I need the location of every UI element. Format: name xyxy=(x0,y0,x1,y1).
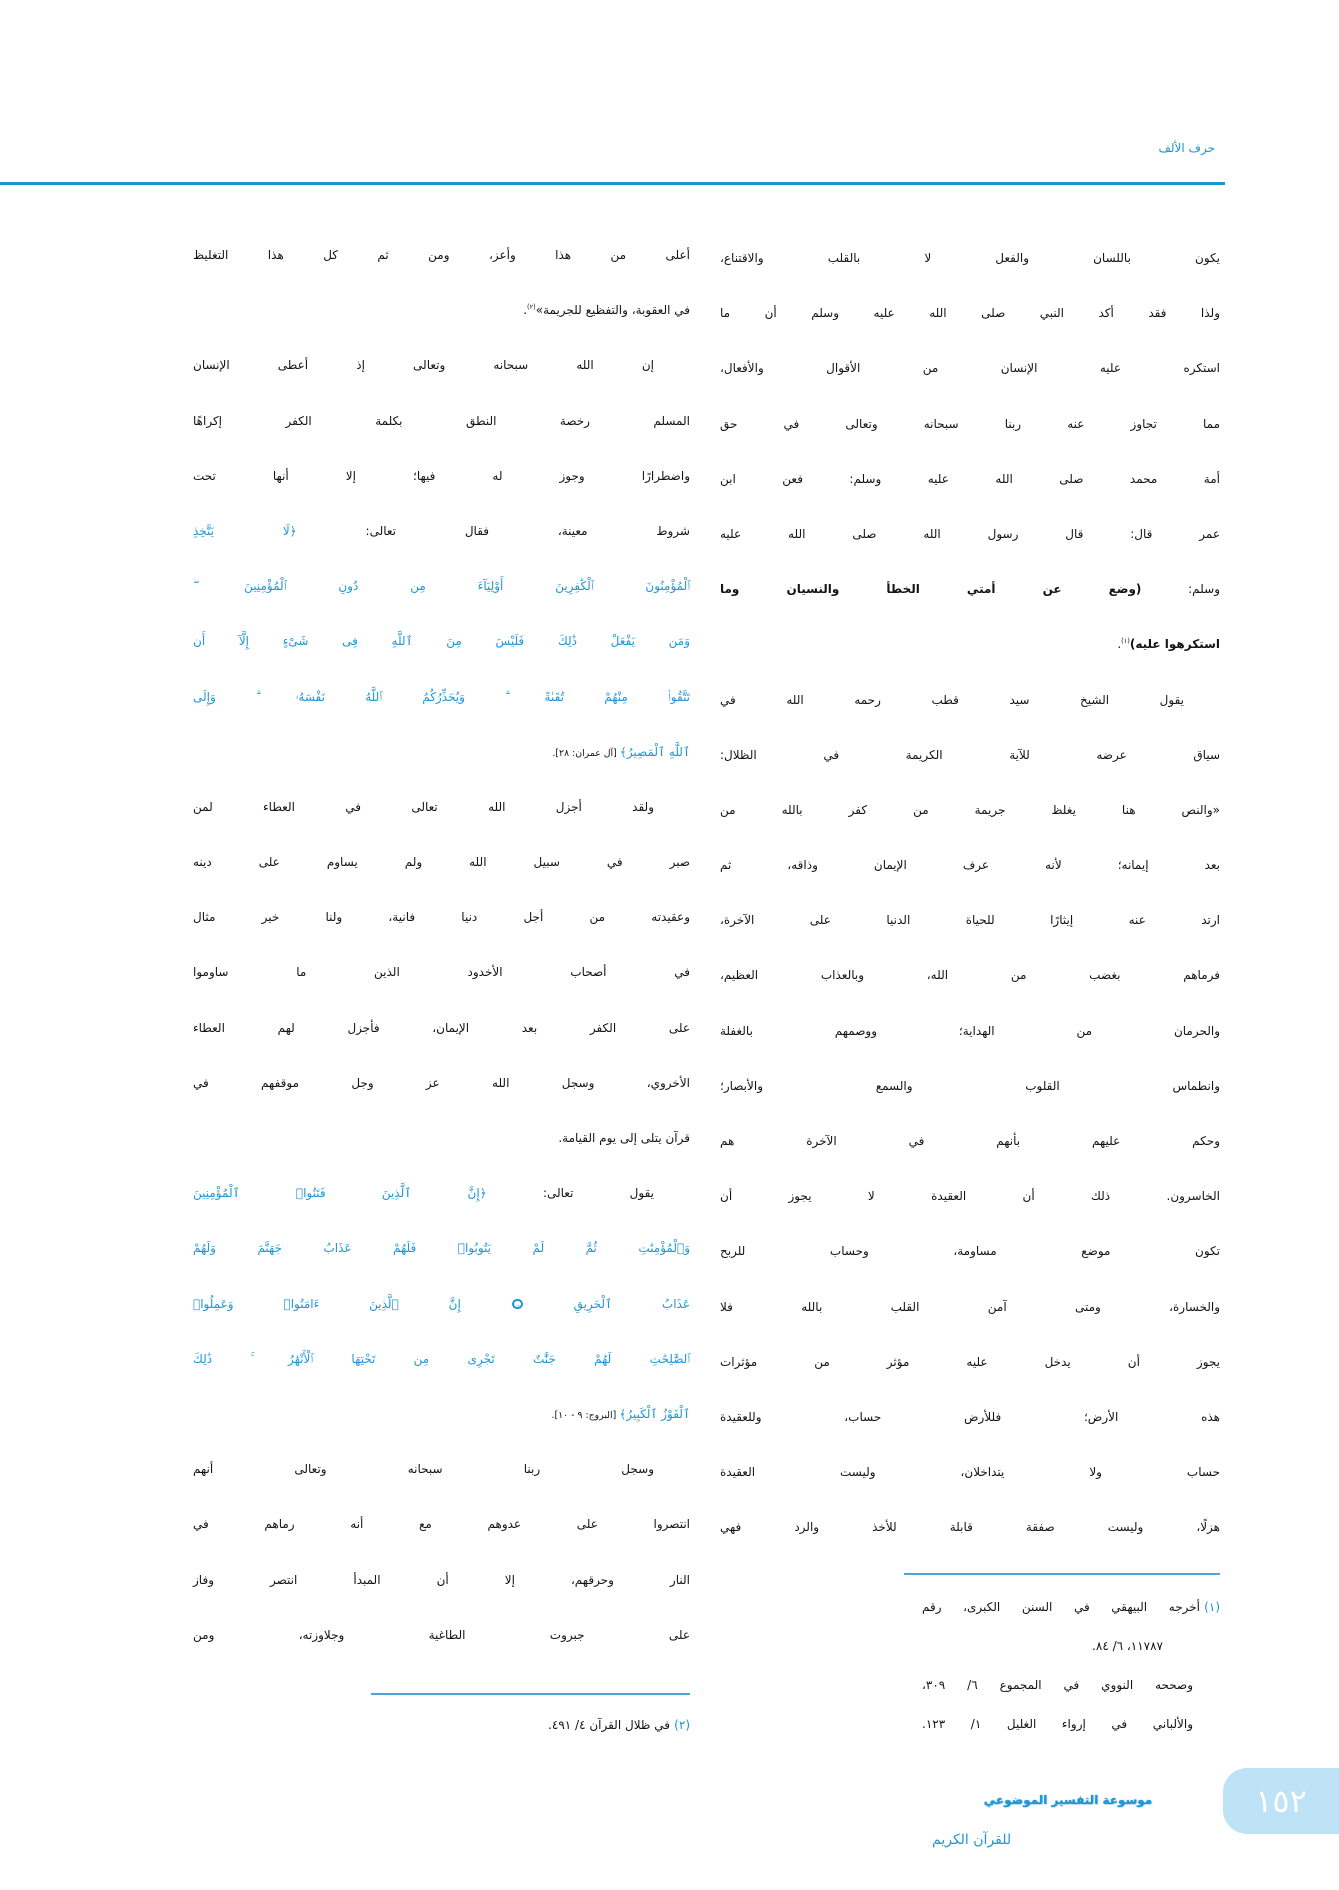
text-line: قرآن يتلى إلى يوم القيامة. xyxy=(558,1131,690,1145)
footnote-ref: (٢) xyxy=(527,303,536,312)
logo-subtitle: للقرآن الكريم xyxy=(932,1832,1012,1848)
footnote-line: وصححه النووي في المجموع ٦/ ٣٠٩، xyxy=(922,1678,1194,1692)
text-line: تكون موضع مساومة، وحساب للربح xyxy=(720,1244,1220,1259)
text-line: النار وحرقهم، إلا أن المبدأ انتصر وفاز xyxy=(193,1572,690,1587)
left-column xyxy=(193,228,690,1663)
hadith-text: استكرهوا عليه) xyxy=(1129,637,1220,652)
footnote-line: ١١٧٨٧، ٦/ ٨٤. xyxy=(1092,1639,1163,1653)
text-line: ارتد عنه إيثارًا للحياة الدنيا على الآخرة، xyxy=(720,913,1220,928)
line-text: . xyxy=(1117,637,1122,652)
quran-verse-text: ٱللَّهِ ٱلْمَصِيرُ﴾ xyxy=(619,744,690,759)
quran-verse-line xyxy=(193,1277,690,1332)
line-text: وسلم: xyxy=(1141,582,1220,597)
quran-verse-line: وَمَن يَفْعَلْ ذَٰلِكَ فَلَيْسَ مِنَ ٱللَّهِ فِى شَىْءٍ إِلَّآ أَن xyxy=(193,634,690,649)
text-line: استكره عليه الإنسان من الأقوال والأفعال، xyxy=(720,361,1220,376)
quran-verse-text: ﴿إِنَّ ٱلَّذِينَ فَتَنُوا۟ ٱلْمُؤْمِنِينَ xyxy=(193,1186,487,1201)
right-column xyxy=(720,231,1220,1556)
text-line: يكون باللسان والفعل لا بالقلب والاقتناع، xyxy=(720,251,1220,265)
footnote-line xyxy=(383,1706,690,1745)
footnote-text: أخرجه البيهقي في السنن الكبرى، رقم xyxy=(922,1600,1200,1614)
text-line: هزلًا، وليست صفقة قابلة للأخذ والرد فهي xyxy=(720,1520,1220,1535)
text-line: أمة محمد صلى الله عليه وسلم: فعن ابن xyxy=(720,471,1220,486)
text-line: ولذا فقد أكد النبي صلى الله عليه وسلم أن ما xyxy=(720,306,1220,321)
header-rule xyxy=(0,182,1225,185)
text-line: الأخروي، وسجل الله عز وجل موقفهم في xyxy=(193,1075,690,1090)
quran-verse-line: وَٱلْمُؤْمِنَٰتِ ثُمَّ لَمْ يَتُوبُوا۟ فَلَهُمْ عَذَابُ جَهَنَّمَ وَلَهُمْ xyxy=(193,1241,690,1256)
line-text: في العقوبة، والتفظيع للجريمة» xyxy=(535,303,690,318)
text-line xyxy=(720,617,1220,672)
text-line: فرماهم بغضب من الله، وبالعذاب العظيم، xyxy=(720,968,1220,983)
text-line xyxy=(193,1387,690,1442)
verse-citation: [البروج: ٩ - ١٠]. xyxy=(551,1409,620,1421)
text-line: حساب ولا يتداخلان، وليست العقيدة xyxy=(720,1465,1220,1480)
paragraph-start-line: إن الله سبحانه وتعالى إذ أعطى الإنسان xyxy=(193,358,654,373)
footnote-number: (١) xyxy=(1204,1600,1220,1614)
text-line: في أصحاب الأخدود الذين ما ساوموا xyxy=(193,965,690,980)
text-line: المسلم رخصة النطق بكلمة الكفر إكراهًا xyxy=(193,413,690,428)
paragraph-start-line xyxy=(193,1166,690,1221)
text-line: «والنص هنا يغلظ جريمة من كفر بالله من xyxy=(720,802,1220,817)
footnote-1 xyxy=(922,1588,1220,1744)
chapter-title: حرف الألف xyxy=(1158,141,1215,155)
footnote-separator xyxy=(904,1573,1220,1575)
footnote-line xyxy=(922,1588,1220,1627)
verse-citation: [آل عمران: ٢٨]. xyxy=(552,747,620,759)
footnote-2 xyxy=(383,1706,690,1745)
text-line: هذه الأرض؛ فللأرض حساب، وللعقيدة xyxy=(720,1409,1220,1424)
footnote-ref: (١) xyxy=(1121,637,1130,646)
text-line xyxy=(193,283,690,338)
footnote-separator xyxy=(371,1693,690,1695)
hadith-text: (وضع عن أمتي الخطأ والنسيان وما xyxy=(720,582,1142,597)
text-line: وعقيدته من أجل دنيا فانية، ولنا خير مثال xyxy=(193,910,690,925)
text-line: يجوز أن يدخل عليه مؤثر من مؤثرات xyxy=(720,1354,1220,1369)
quran-verse-line: ٱلْمُؤْمِنُونَ ٱلْكَٰفِرِينَ أَوْلِيَآءَ مِن دُونِ ٱلْمُؤْمِنِينَ ۖ xyxy=(193,579,690,594)
quran-verse-text: ﴿لَا يَتَّخِذِ xyxy=(193,523,297,538)
quran-verse-line: تَتَّقُوا۟ مِنْهُمْ تُقَىٰةً ۗ وَيُحَذِّرُكُمُ ٱللَّهُ نَفْسَهُۥ ۗ وَإِلَى xyxy=(193,689,690,704)
text-line: مما تجاوز عنه ربنا سبحانه وتعالى في حق xyxy=(720,416,1220,431)
quran-verse-text: ٱلْفَوْزُ ٱلْكَبِيرُ﴾ xyxy=(619,1406,690,1421)
text-line: سياق عرضه للآية الكريمة في الظلال: xyxy=(720,747,1220,762)
text-line: وانطماس القلوب والسمع والأبصار؛ xyxy=(720,1078,1220,1093)
text-line: بعد إيمانه؛ لأنه عرف الإيمان وذاقه، ثم xyxy=(720,858,1220,873)
text-line: واضطرارًا وجوز له فيها؛ إلا أنها تحت xyxy=(193,468,690,483)
paragraph-start-line: يقول الشيخ سيد قطب رحمه الله في xyxy=(720,692,1184,707)
quran-verse-text: إِنَّ ٱلَّذِينَ ءَامَنُوا۟ وَعَمِلُوا۟ xyxy=(193,1296,511,1311)
quran-verse-text: عَذَابُ ٱلْحَرِيقِ xyxy=(523,1296,690,1311)
text-line: والحرمان من الهداية؛ ووصمهم بالغفلة xyxy=(720,1023,1220,1038)
logo-title: موسوعة التفسير الموضوعي xyxy=(983,1793,1153,1807)
text-line: وحكم عليهم بأنهم في الآخرة هم xyxy=(720,1134,1220,1148)
footnote-number: (٢) xyxy=(674,1718,690,1732)
paragraph-start-line: ولقد أجزل الله تعالى في العطاء لمن xyxy=(193,799,654,814)
text-line: على الكفر بعد الإيمان، فأجزل لهم العطاء xyxy=(193,1020,690,1035)
footnote-text: في ظلال القرآن ٤/ ٤٩١. xyxy=(548,1718,670,1732)
paragraph-start-line: وسجل ربنا سبحانه وتعالى أنهم xyxy=(193,1462,654,1477)
text-line xyxy=(193,504,690,559)
quran-verse-line: ٱلصَّٰلِحَٰتِ لَهُمْ جَنَّٰتٌ تَجْرِى مِن تَحْتِهَا ٱلْأَنْهَٰرُ ۚ ذَٰلِكَ xyxy=(193,1351,690,1366)
text-line: أعلى من هذا وأعز، ومن ثم كل هذا التغليظ xyxy=(193,248,690,262)
ayah-number-marker: ١٠ xyxy=(511,1299,521,1310)
text-line: الخاسرون. ذلك أن العقيدة لا يجوز أن xyxy=(720,1189,1220,1204)
text-line: والخسارة، ومتى آمن القلب بالله فلا xyxy=(720,1299,1220,1314)
text-line xyxy=(720,562,1220,617)
page-number: ١٥٢ xyxy=(1223,1768,1339,1834)
line-text: شروط معينة، فقال تعالى: xyxy=(296,523,690,538)
line-text: يقول تعالى: xyxy=(486,1186,654,1201)
line-text: . xyxy=(523,303,528,318)
text-line: انتصروا على عدوهم مع أنه رماهم في xyxy=(193,1517,690,1532)
footnote-line: والألباني في إرواء الغليل ١/ ١٢٣. xyxy=(922,1717,1193,1731)
text-line: على جبروت الطاغية وجلاوزته، ومن xyxy=(193,1627,690,1642)
text-line xyxy=(193,725,690,780)
text-line: صبر في سبيل الله ولم يساوم على دينه xyxy=(193,855,690,870)
text-line: عمر قال: قال رسول الله صلى الله عليه xyxy=(720,526,1220,541)
encyclopedia-logo xyxy=(928,1768,1208,1860)
